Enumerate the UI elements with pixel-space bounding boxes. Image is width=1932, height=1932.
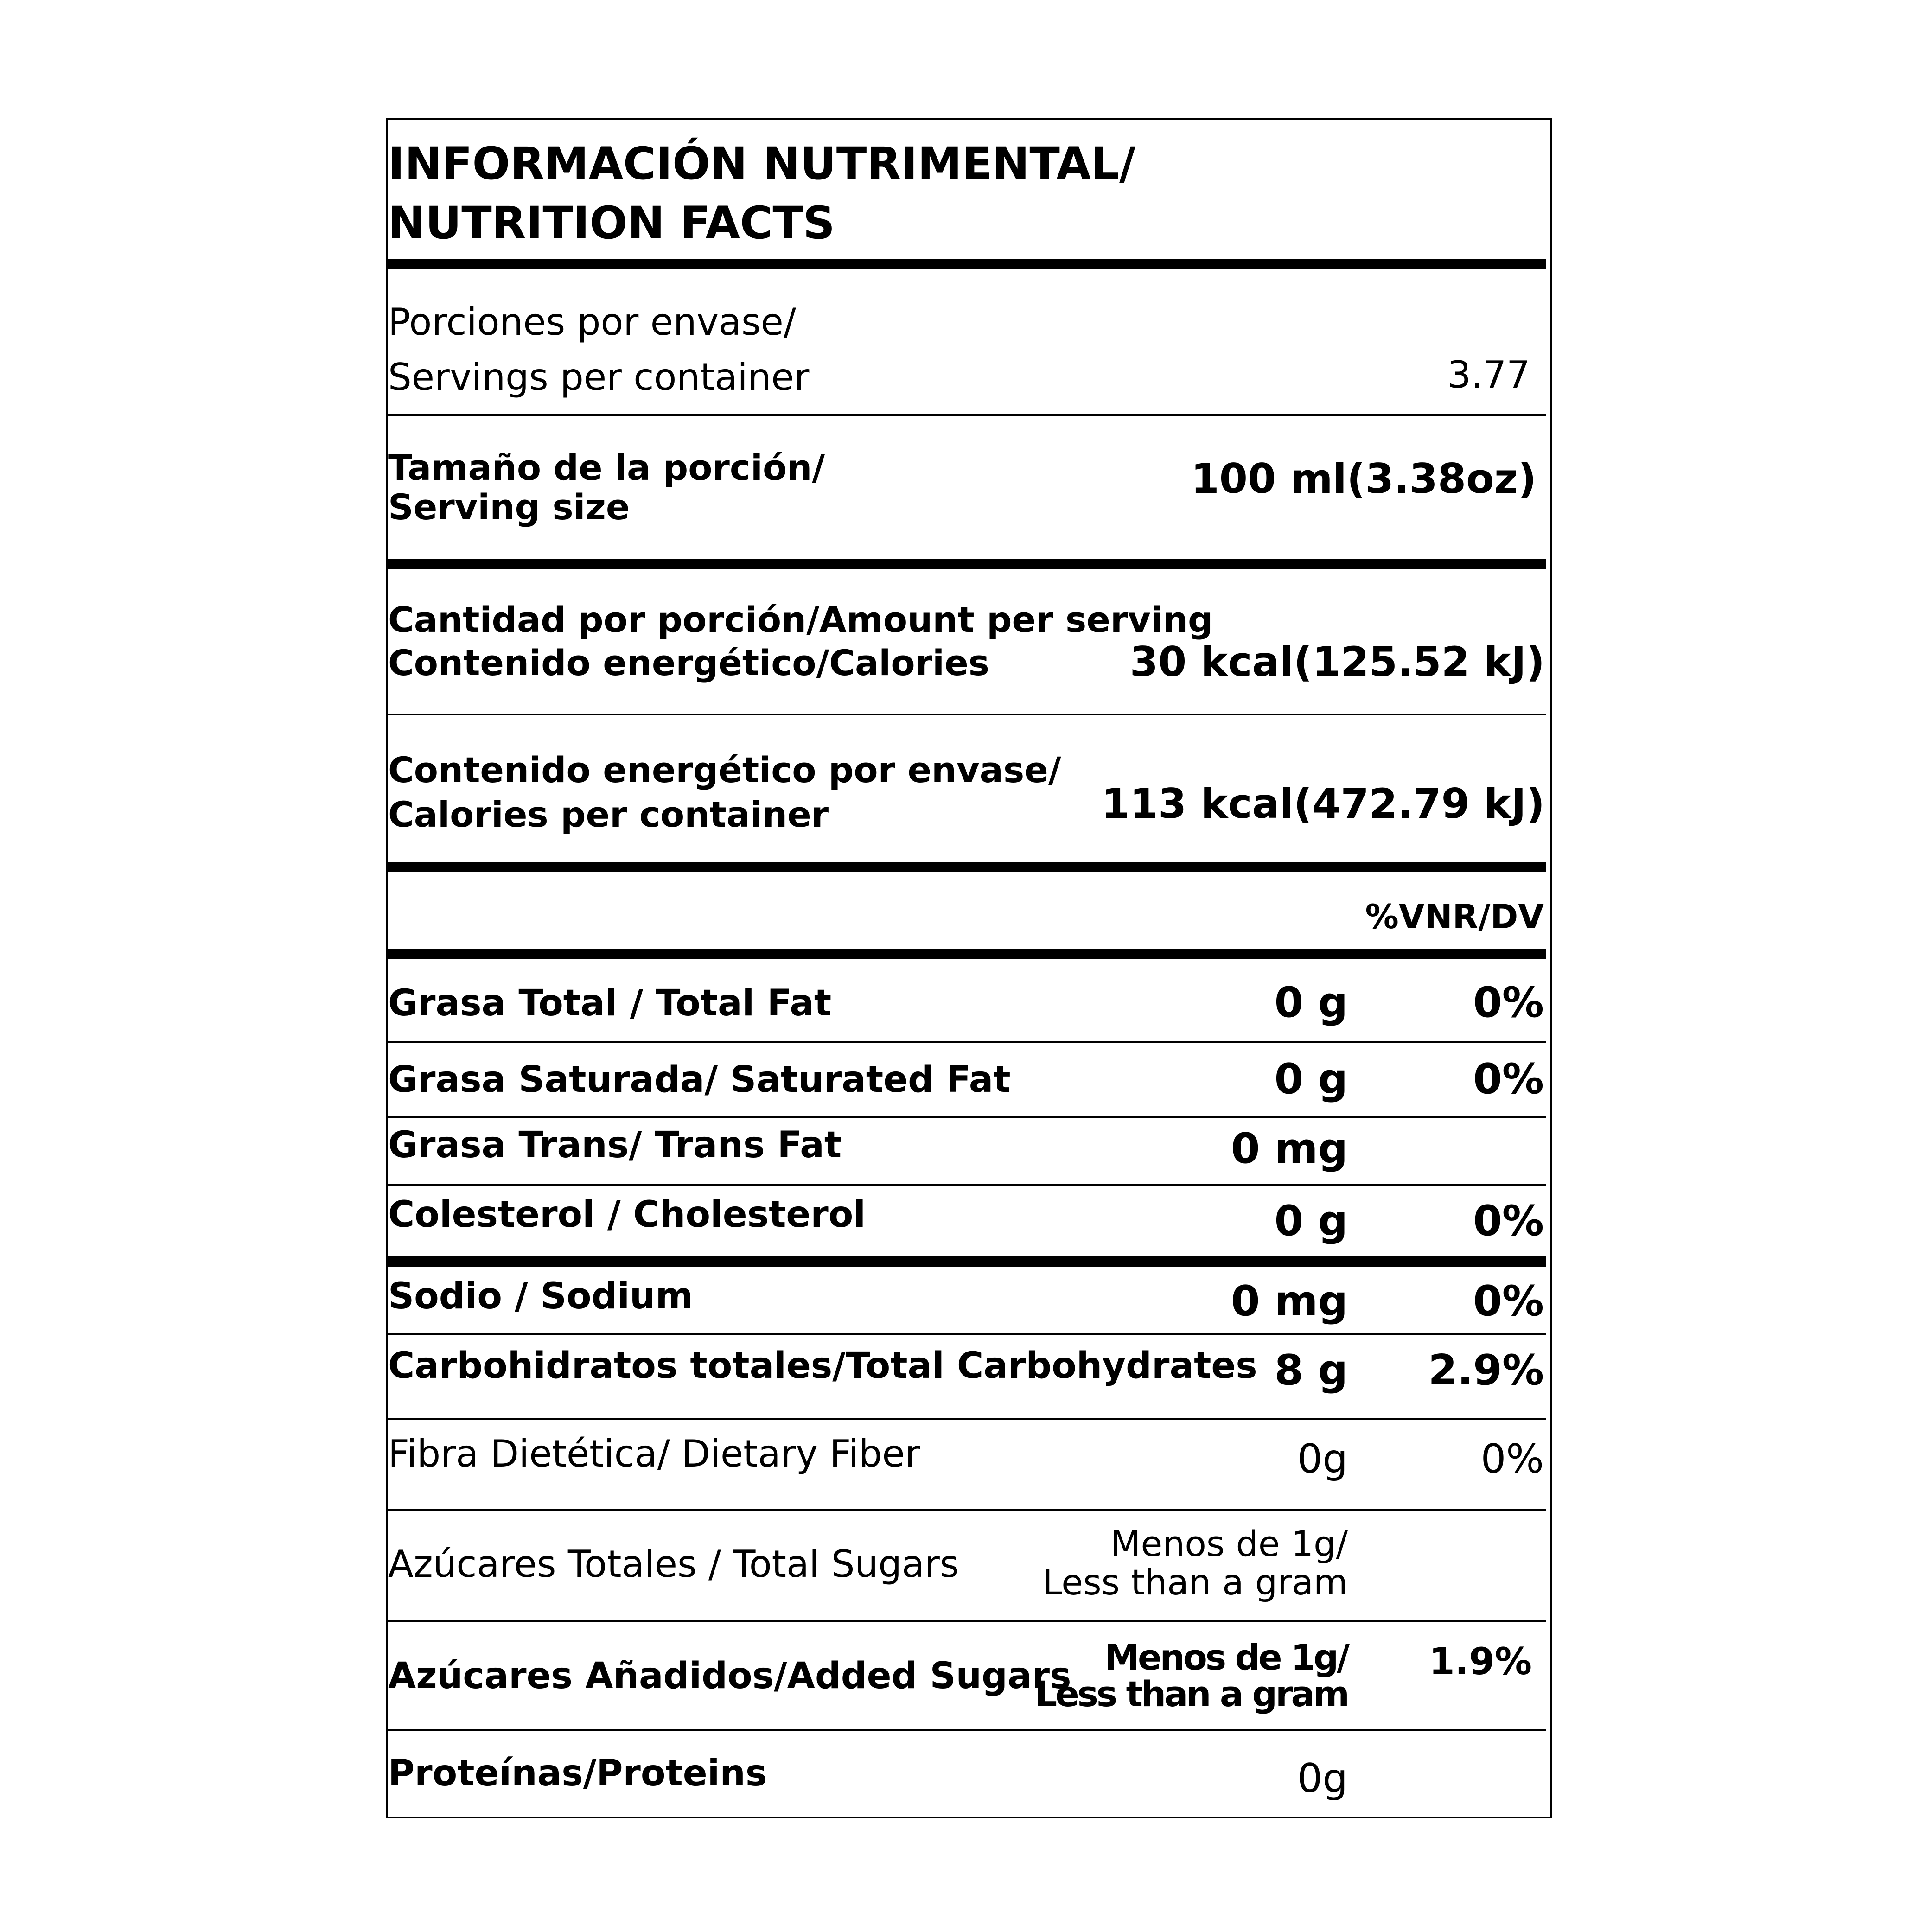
servings-value: 3.77 (1447, 353, 1530, 396)
nutrient-amount-proteins: 0g (1297, 1755, 1348, 1802)
nutrient-amount-dietary-fiber: 0g (1297, 1436, 1348, 1482)
thick-divider (388, 259, 1546, 269)
serving-size-label-line-1: Tamaño de la porción/ (388, 447, 825, 488)
nutrient-label-saturated-fat: Grasa Saturada/ Saturated Fat (388, 1059, 1011, 1101)
title-line-1: INFORMACIÓN NUTRIMENTAL/ (388, 138, 1135, 190)
nutrient-label-proteins: Proteínas/Proteins (388, 1753, 767, 1794)
nutrient-amount-total-sugars-line-1: Menos de 1g/ (1110, 1523, 1348, 1564)
nutrient-label-trans-fat: Grasa Trans/ Trans Fat (388, 1124, 842, 1166)
nutrient-label-added-sugars: Azúcares Añadidos/Added Sugars (388, 1655, 1071, 1697)
nutrient-amount-cholesterol: 0 g (1274, 1197, 1348, 1245)
nutrient-label-sodium: Sodio / Sodium (388, 1275, 693, 1317)
servings-label-line-1: Porciones por envase/ (388, 300, 796, 344)
nutrient-amount-added-sugars-line-1: Menos de 1g/ (1104, 1637, 1348, 1678)
title-line-2: NUTRITION FACTS (388, 197, 835, 249)
serving-size-value: 100 ml(3.38oz) (1191, 455, 1537, 503)
servings-label-line-2: Servings per container (388, 356, 810, 399)
calories-container-label-line-1: Contenido energético por envase/ (388, 749, 1061, 791)
thick-divider (388, 949, 1546, 959)
nutrient-amount-trans-fat: 0 mg (1231, 1124, 1348, 1173)
nutrient-label-total-sugars: Azúcares Totales / Total Sugars (388, 1543, 959, 1586)
calories-label-line-1: Cantidad por porción/Amount per serving (388, 599, 1213, 640)
nutrient-label-total-carbohydrates: Carbohidratos totales/Total Carbohydrates (388, 1345, 1257, 1387)
divider (388, 1333, 1546, 1335)
nutrient-amount-added-sugars-line-2: Less than a gram (1034, 1673, 1348, 1715)
divider (388, 414, 1546, 416)
calories-value: 30 kcal(125.52 kJ) (1129, 638, 1545, 686)
calories-label-line-2: Contenido energético/Calories (388, 642, 989, 683)
nutrient-amount-total-carbohydrates: 8 g (1274, 1346, 1348, 1395)
divider (388, 1041, 1546, 1043)
divider (388, 1620, 1546, 1622)
nutrient-amount-total-sugars-line-2: Less than a gram (1042, 1562, 1348, 1603)
nutrient-label-dietary-fiber: Fibra Dietética/ Dietary Fiber (388, 1432, 920, 1475)
nutrient-dv-sodium: 0% (1473, 1277, 1544, 1326)
divider (388, 1509, 1546, 1511)
nutrient-label-cholesterol: Colesterol / Cholesterol (388, 1194, 866, 1236)
nutrient-dv-saturated-fat: 0% (1473, 1055, 1544, 1103)
nutrition-facts-panel (386, 118, 1552, 1818)
divider (388, 1116, 1546, 1118)
divider (388, 1729, 1546, 1731)
nutrient-dv-total-carbohydrates: 2.9% (1428, 1346, 1544, 1395)
nutrient-dv-cholesterol: 0% (1473, 1197, 1544, 1245)
nutrient-amount-saturated-fat: 0 g (1274, 1055, 1348, 1103)
calories-container-value: 113 kcal(472.79 kJ) (1101, 780, 1545, 828)
dv-header: %VNR/DV (1365, 897, 1544, 936)
calories-container-label-line-2: Calories per container (388, 794, 829, 835)
divider (388, 1418, 1546, 1420)
thick-divider (388, 862, 1546, 872)
nutrient-amount-total-fat: 0 g (1274, 978, 1348, 1027)
nutrient-dv-total-fat: 0% (1473, 978, 1544, 1027)
thick-divider (388, 559, 1546, 569)
thick-divider (388, 1256, 1546, 1267)
nutrient-label-total-fat: Grasa Total / Total Fat (388, 982, 832, 1024)
divider (388, 714, 1546, 715)
divider (388, 1184, 1546, 1186)
serving-size-label-line-2: Serving size (388, 486, 630, 528)
nutrient-amount-sodium: 0 mg (1231, 1277, 1348, 1326)
nutrient-dv-dietary-fiber: 0% (1480, 1436, 1544, 1482)
nutrient-dv-added-sugars: 1.9% (1429, 1640, 1532, 1683)
